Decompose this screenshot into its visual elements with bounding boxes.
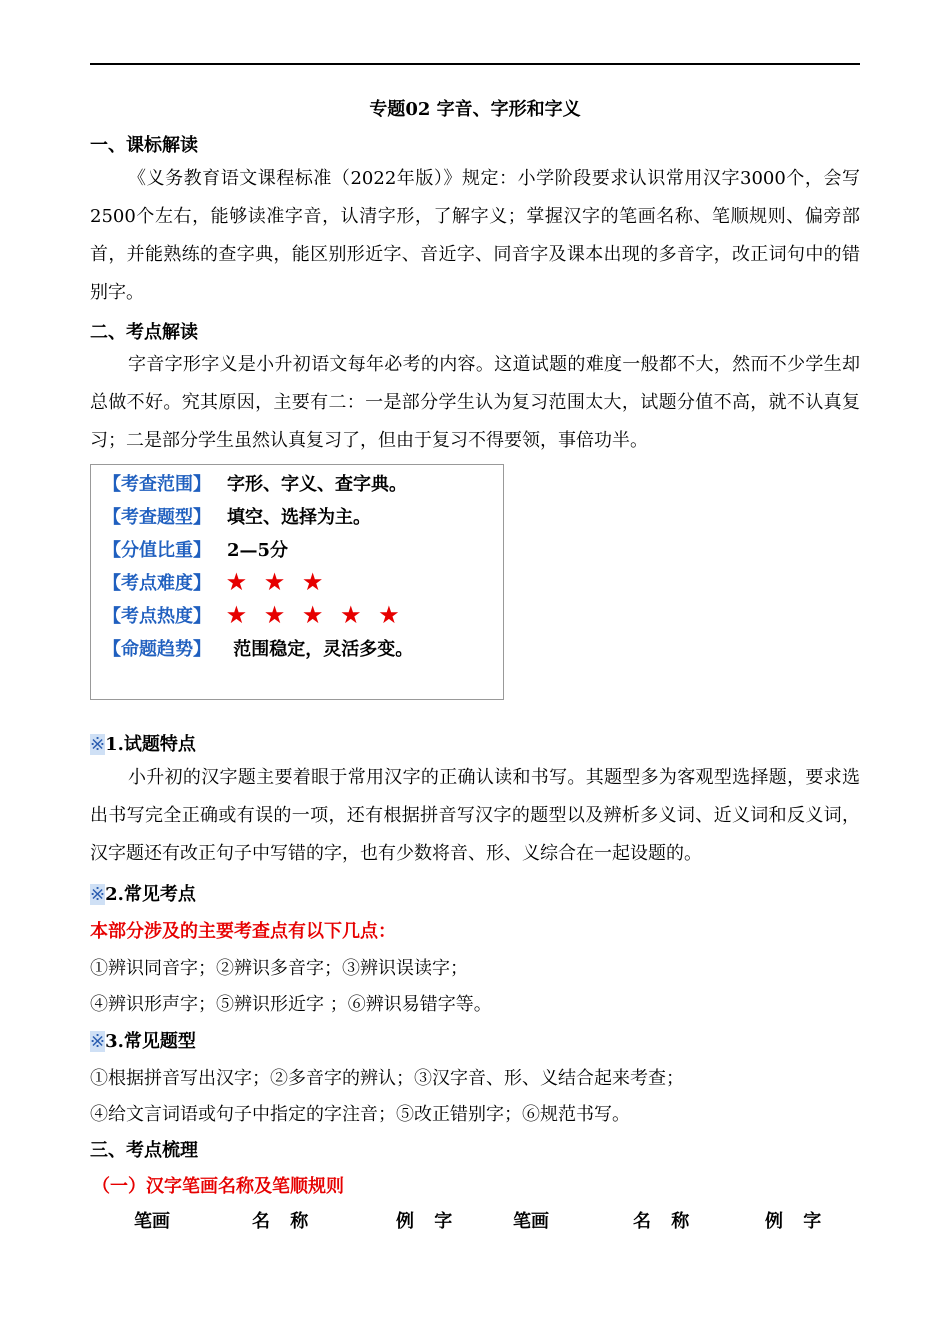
info-value: 字形、字义、查字典。	[227, 474, 407, 495]
section1-text: 《义务教育语文课程标准（2022年版）》规定：小学阶段要求认识常用汉字3000个，会写2500个左右，能够读准字音，认清字形，了解字义；掌握汉字的笔画名称、笔顺规则、偏旁部首，并能熟练的查字典，能区别形近字、音近字、同音字及课本出现的多音字，改正词句中的错别字。	[90, 168, 860, 303]
table-header-cell: 例 字	[765, 1211, 822, 1232]
info-row-score	[103, 536, 288, 566]
point2-line1: ①辨识同音字；②辨识多音字；③辨识误读字；	[90, 958, 468, 979]
reference-mark-icon: ※	[90, 884, 106, 905]
info-value: 2—5分	[227, 540, 289, 561]
table-header-cell: 名 称	[633, 1211, 690, 1232]
header-rule	[90, 63, 860, 65]
point2-title: 2.常见考点	[105, 884, 196, 905]
point3-title: 3.常见题型	[105, 1031, 196, 1052]
info-label: 【考点热度】	[103, 606, 211, 627]
reference-mark-icon: ※	[90, 734, 106, 755]
info-label: 【考查题型】	[103, 507, 211, 528]
point1-title: 1.试题特点	[105, 734, 196, 755]
point3-heading	[90, 1027, 196, 1053]
section2-text: 字音字形字义是小升初语文每年必考的内容。这道试题的难度一般都不大，然而不少学生却总做不好。究其原因，主要有二：一是部分学生认为复习范围太大，试题分值不高，就不认真复习；二是部分学生虽然认真复习了，但由于复习不得要领，事倍功半。	[90, 354, 860, 451]
reference-mark-icon: ※	[90, 1031, 106, 1052]
point1-paragraph	[90, 759, 860, 873]
section1-paragraph	[90, 160, 860, 312]
heat-stars-icon: ★ ★ ★ ★ ★	[227, 602, 405, 627]
table-header-cell: 例 字	[396, 1211, 453, 1232]
point2-line2: ④辨识形声字；⑤辨识形近字 ；⑥辨识易错字等。	[90, 994, 492, 1015]
section2-paragraph	[90, 346, 860, 460]
point1-text: 小升初的汉字题主要着眼于常用汉字的正确认读和书写。其题型多为客观型选择题，要求选出书写完全正确或有误的一项，还有根据拼音写汉字的题型以及辨析多义词、近义词和反义词，汉字题还有改正句子中写错的字，也有少数将音、形、义综合在一起设题的。	[90, 767, 860, 864]
info-label: 【命题趋势】	[103, 639, 211, 660]
table-header-cell: 笔画	[513, 1211, 549, 1232]
table-header-cell: 笔画	[134, 1211, 170, 1232]
info-value: 范围稳定，灵活多变。	[227, 639, 414, 660]
info-label: 【考查范围】	[103, 474, 211, 495]
info-row-scope	[103, 470, 407, 500]
section1-heading: 一、课标解读	[90, 135, 198, 156]
info-label: 【考点难度】	[103, 573, 211, 594]
section3-heading: 三、考点梳理	[90, 1140, 198, 1161]
page-title: 专题02 字音、字形和字义	[369, 99, 581, 120]
info-label: 【分值比重】	[103, 540, 211, 561]
info-row-heat	[103, 602, 404, 632]
table-header-cell: 名 称	[252, 1211, 309, 1232]
point1-heading	[90, 730, 196, 756]
info-box	[90, 464, 504, 700]
info-row-trend	[103, 635, 413, 665]
section3-subheading: （一）汉字笔画名称及笔顺规则	[92, 1176, 344, 1197]
point2-heading	[90, 880, 196, 906]
point3-line2: ④给文言词语或句子中指定的字注音；⑤改正错别字；⑥规范书写。	[90, 1104, 630, 1125]
point2-red-note: 本部分涉及的主要考查点有以下几点：	[90, 921, 396, 942]
info-row-difficulty	[103, 569, 328, 599]
difficulty-stars-icon: ★ ★ ★	[227, 569, 329, 594]
info-value: 填空、选择为主。	[227, 507, 371, 528]
point3-line1: ①根据拼音写出汉字；②多音字的辨认；③汉字音、形、义结合起来考查；	[90, 1068, 684, 1089]
section2-heading: 二、考点解读	[90, 322, 198, 343]
info-row-type	[103, 503, 371, 533]
